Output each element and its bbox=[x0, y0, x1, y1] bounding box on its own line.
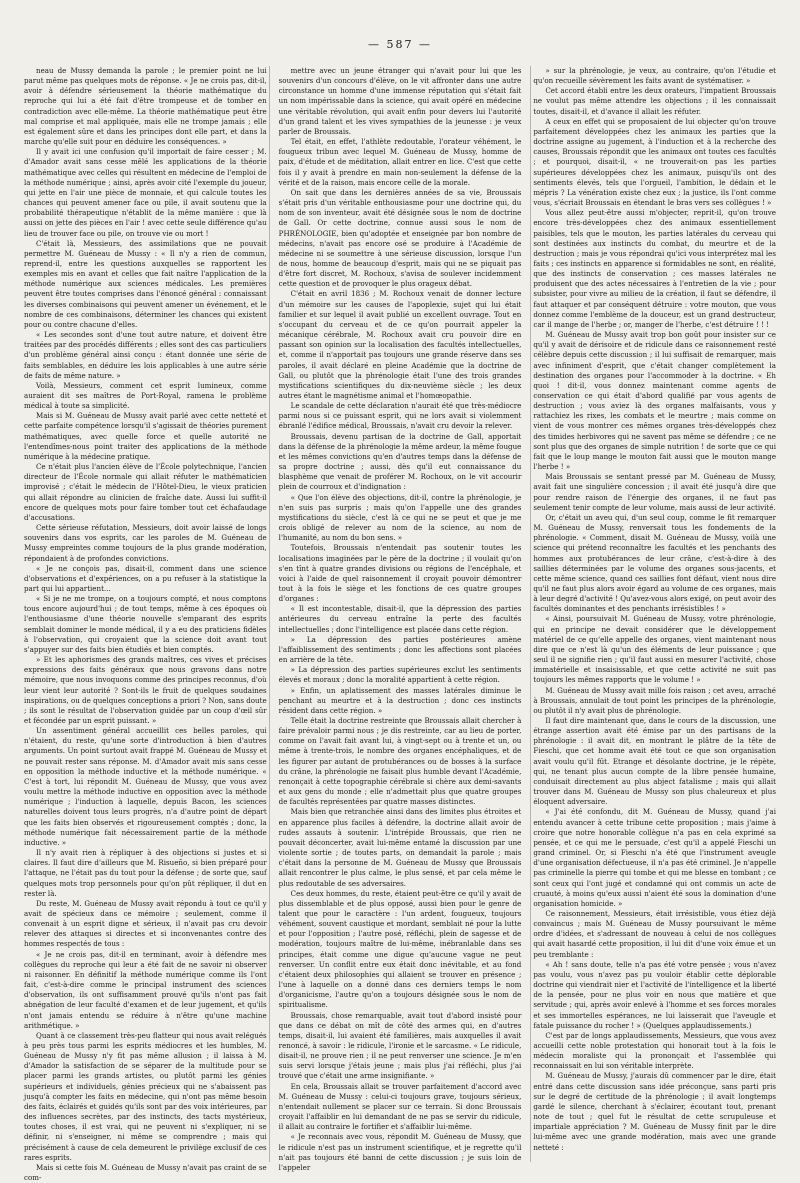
paragraph: Broussais, chose remarquable, avait tout d'abord insisté pour que dans ce débat on mît de côté des armes qui, en d'autres temps, disait-il, lui avaient été familières, mais auxquelles il avait renoncé, à savoir : le ridicule, l'ironie et le sarcasme. « Le ridicule, disait-il, ne prouve rien ; il ne peut renverser une science. Je m'en suis servi lorsque j'étais jeune ; mais plus j'ai réfléchi, plus j'ai trouvé que c'était une arme insignifiante. » bbox=[278, 1010, 522, 1081]
paragraph: neau de Mussy demanda la parole ; le premier point ne lui parut même pas quelques mots de réponse. « Je ne crois pas, dit-il, avoir à défendre sérieusement la théorie mathématique du reproche qui lui a été fait d'être trompeuse et de tomber en contradiction avec elle-même. La théorie mathématique peut être mal comprise et mal appliquée, mais elle ne trompe jamais ; elle est également sûre et dans les principes dont elle part, et dans la marche qu'elle suit pour en déduire les conséquences. » bbox=[24, 66, 267, 147]
paragraph: Cette sérieuse réfutation, Messieurs, doit avoir laissé de longs souvenirs dans vos esprits, car les paroles de M. Guéneau de Mussy empreintes comme toujours de la plus grande modération, répondaient à de profondes convictions. bbox=[24, 523, 267, 563]
paragraph: « Que l'on élève des objections, dit-il, contre la phrénologie, je n'en suis pas surpris ; mais qu'on l'appelle une des grandes mystifications du siècle, c'est là ce qui ne se peut et que je me crois obligé de relever au nom de la science, au nom de l'humanité, au nom du bon sens. » bbox=[278, 492, 522, 543]
column-left bbox=[24, 66, 267, 1183]
page-number: — 587 — bbox=[368, 38, 432, 51]
paragraph: Mais si cette fois M. Guéneau de Mussy n'avait pas craint de se com- bbox=[24, 1162, 267, 1183]
paragraph: Il n'y avait rien à répliquer à des objections si justes et si claires. Il faut dire d'ailleurs que M. Risueño, si bien préparé pour l'attaque, ne l'était pas du tout pour la défense ; de sorte que, sauf quelques mots trop personnels pour qu'on pût répliquer, il dut en rester là. bbox=[24, 848, 267, 898]
paragraph: Vous allez peut-être aussi m'objecter, reprit-il, qu'on trouve encore très-développées chez des animaux essentiellement paisibles, tels que le mouton, les parties latérales du cerveau qui sont destinées aux instincts du combat, du meurtre et de la destruction ; mais je vous répondrai qu'ici vous interprétez mal les faits ; ces instincts en apparence si formidables ne sont, en réalité, que des instincts de conservation ; ces masses latérales ne produisent que des actes nécessaires à l'entretien de la vie ; pour subsister, pour vivre au milieu de la création, il faut se défendre, il faut attaquer et par conséquent détruire : votre mouton, que vous donnez comme l'emblème de la douceur, est un grand destructeur, car il mange de l'herbe ; or, manger de l'herbe, c'est détruire ! ! ! bbox=[533, 208, 777, 329]
paragraph: Toutefois, Broussais n'entendait pas soutenir toutes les localisations imaginées par le père de la doctrine ; il voulait qu'on s'en tînt à quatre grandes divisions ou régions de l'encéphale, et voici à l'aide de quel raisonnement il croyait pouvoir démontrer tout à la fois le siège et les fonctions de ces quatre groupes d'organes : bbox=[278, 543, 522, 604]
paragraph: « Les secondes sont d'une tout autre nature, et doivent être traitées par des procédés différents ; elles sont des cas particuliers d'un problème général ainsi conçu : étant donnée une série de faits semblables, en déduire les lois applicables à une autre série de faits de même nature. » bbox=[24, 330, 267, 380]
paragraph: Quant à ce classement très-peu flatteur qui nous avait relégués à peu près tous parmi les esprits médiocres et les humbles, M. Guéneau de Mussy n'y fit pas même allusion ; il laissa à M. d'Amador la satisfaction de se séparer de la multitude pour se placer parmi les grands artistes, ou plutôt parmi les génies supérieurs et individuels, génies précieux qui ne s'abaissent pas jusqu'à compter les faits en médecine, qui n'ont pas même besoin des faits, éclairés et guidés qu'ils sont par des voix intérieures, par des influences secrètes, par des instincts, des tacts mystérieux, toutes choses, il est vrai, qui ne peuvent ni s'expliquer, ni se définir, ni s'enseigner, ni même se comprendre ; mais qui précisément à cause de cela demeurent le privilège exclusif de ces rares esprits. bbox=[24, 1030, 267, 1162]
paragraph: M. Guéneau de Mussy avait trop bon goût pour insister sur ce qu'il y avait de dérisoire et de ridicule dans ce raisonnement resté célèbre depuis cette discussion ; il lui suffisait de remarquer, mais avec infiniment d'esprit, que c'était changer complètement la destination des organes pour l'accommoder à la doctrine. « Eh quoi ! dit-il, vous donnez maintenant comme agents de conservation ce qui était d'abord qualifié par vous agents de destruction ; vous aviez là des organes malfaisants, vous y rattachiez les rixes, les combats et le meurtre ; mais comme on vient de vous montrer ces mêmes organes très-développés chez des timides herbivores qui ne savent pas même se défendre ; ce ne sont plus que des organes de simple nutrition ! de sorte que ce qui fait que le loup mange le mouton fait aussi que le mouton mange l'herbe ! » bbox=[533, 330, 777, 472]
paragraph: » Et les aphorismes des grands maîtres, ces vives et précises expressions des faits généraux que nous gravons dans notre mémoire, que nous invoquons comme des principes reconnus, d'où leur vient leur autorité ? Sont-ils le fruit de quelques soudaines inspirations, ou de quelques conceptions a priori ? Non, sans doute ; ils sont le résultat de l'observation guidée par un coup d'œil sûr et fécondée par un esprit puissant. » bbox=[24, 655, 267, 725]
text-columns bbox=[24, 66, 777, 1183]
paragraph: Ce raisonnement, Messieurs, était irrésistible, vous étiez déjà convaincus ; mais M. Guéneau de Mussy poursuivant le même ordre d'idées, et s'adressant de nouveau à celui de nos collègues qui avait hasardé cette proposition, il lui dit d'une voix émue et un peu tremblante : bbox=[533, 908, 777, 959]
paragraph: « Ah ! sans doute, telle n'a pas été votre pensée ; vous n'avez pas voulu, vous n'avez pas pu vouloir établir cette déplorable doctrine qui viendrait nier et l'activité de l'intelligence et la liberté de la pensée, pour ne plus voir en nous que matière et que servitude ; qui, après avoir enlevé à l'homme et ses forces morales et ses immortelles espérances, ne lui laisserait que l'aveugle et fatale puissance du rocher ! » (Quelques applaudissements.) bbox=[533, 959, 777, 1030]
paragraph: » La dépression des parties supérieures exclut les sentiments élevés et moraux ; donc la moralité appartient à cette région. bbox=[278, 665, 522, 685]
paragraph: « J'ai été confondu, dit M. Guéneau de Mussy, quand j'ai entendu avancer à cette tribune cette proposition ; mais j'aime à croire que notre honorable collègue n'a pas en cela exprimé sa pensée, et ce qui me le persuade, c'est qu'il a appelé Fieschi un grand criminel. Or, si Fieschi n'a été que l'instrument aveugle d'une organisation défectueuse, il n'a pas été criminel. Je n'appelle pas criminelle la pierre qui tombe et qui me blesse en tombant ; ce sont ceux qui l'ont jugé et condamné qui ont commis un acte de cruauté, à moins qu'eux aussi n'aient été sous la domination d'une organisation homicide. » bbox=[533, 807, 777, 908]
paragraph: Ces deux hommes, du reste, étaient peut-être ce qu'il y avait de plus dissemblable et de plus opposé, aussi bien pour le genre de talent que pour le caractère : l'un ardent, fougueux, toujours véhément, souvent caustique et mordant, semblait né pour la lutte et pour l'opposition ; l'autre posé, réfléchi, plein de sagesse et de modération, toujours maître de lui-même, inébranlable dans ses principes, était comme une digue qu'aucune vague ne peut renverser. Un conflit entre eux était donc inévitable, et au fond c'étaient deux philosophies qui allaient se trouver en présence ; l'une à laquelle on a donné dans ces derniers temps le nom d'organicisme, l'autre qu'on a toujours désignée sous le nom de spiritualisme. bbox=[278, 888, 522, 1010]
paragraph: Telle était la doctrine restreinte que Broussais allait chercher à faire prévaloir parmi nous ; je dis restreinte, car au lieu de porter, comme on l'avait fait avant lui, à vingt-sept ou à trente et un, ou même à trente-trois, le nombre des organes encéphaliques, et de les figurer par autant de protubérances ou de bosses à la surface du crâne, la phrénologie ne faisait plus humble devant l'Académie, renonçait à cette topographie cérébrale si chère aux demi-savants et aux gens du monde ; elle n'admettait plus que quatre groupes de facultés représentées par quatre masses distinctes. bbox=[278, 716, 522, 807]
paragraph: C'était en avril 1836 ; M. Rochoux venait de donner lecture d'un mémoire sur les causes de l'apoplexie, sujet qui lui était familier et sur lequel il avait publié un excellent ouvrage. Tout en s'occupant du cerveau et de ce qu'on pourrait appeler la mécanique cérébrale, M. Rochoux avait cru pouvoir dire en passant son opinion sur la localisation des facultés intellectuelles, et, comme il n'apportait pas toujours une grande réserve dans ses paroles, il avait déclaré en pleine Académie que la doctrine de Gall, ou plutôt que la phrénologie était l'une des trois grandes mystifications scientifiques du dix-neuvième siècle ; les deux autres étant le magnétisme animal et l'homœopathie. bbox=[278, 289, 522, 400]
paragraph: Ce n'était plus l'ancien élève de l'École polytechnique, l'ancien directeur de l'École normale qui allait réfuter le mathématicien improvisé ; c'était le médecin de l'Hôtel-Dieu, le vieux praticien qui allait répondre au clinicien de fraîche date. Aussi lui suffit-il encore de quelques mots pour faire tomber tout cet échafaudage d'accusations. bbox=[24, 462, 267, 522]
column-middle bbox=[278, 66, 522, 1172]
paragraph: » La dépression des parties postérieures amène l'affaiblissement des sentiments ; donc les affections sont placées en arrière de la tête. bbox=[278, 634, 522, 665]
paragraph: Du reste, M. Guéneau de Mussy avait répondu à tout ce qu'il y avait de spécieux dans ce mémoire ; seulement, comme il convenait à un esprit digne et sérieux, il n'avait pas cru devoir relever des attaques si directes et si inconvenantes contre des hommes respectés de tous : bbox=[24, 898, 267, 949]
paragraph: » Enfin, un aplatissement des masses latérales diminue le penchant au meurtre et à la destruction ; donc ces instincts résident dans cette région. » bbox=[278, 685, 522, 715]
paragraph: « Il est incontestable, disait-il, que la dépression des parties antérieures du cerveau entraîne la perte des facultés intellectuelles ; donc l'intelligence est placée dans cette région. bbox=[278, 604, 522, 634]
paragraph: mettre avec un jeune étranger qui n'avait pour lui que les souvenirs d'un concours d'élève, on le vit affronter dans une autre circonstance un homme d'une immense réputation qui s'était fait un nom impérissable dans la science, qui avait opéré en médecine une véritable révolution, qui avait enfin pour devers lui l'autorité d'un grand talent et les vives sympathies de la jeunesse : je veux parler de Broussais. bbox=[278, 66, 522, 136]
column-right bbox=[533, 66, 776, 1162]
paragraph: Or, c'était un aveu qui, d'un seul coup, comme le fit remarquer M. Guéneau de Mussy, renversait tous les fondements de la phrénologie. « Comment, disait M. Guéneau de Mussy, voilà une science qui prétend reconnaître les facultés et les penchants des hommes aux protubérances de leur crâne, c'est-à-dire à des saillies déterminées par le volume des organes sous-jacents, et cette même science, quand ces saillies font défaut, vient nous dire qu'il ne faut plus alors avoir égard au volume de ces organes, mais à leur degré d'activité ! Qu'avez-vous alors exigé, on peut avoir des facultés dominantes et des penchants irrésistibles ! » bbox=[533, 512, 777, 614]
paragraph: M. Guéneau de Mussy avait mille fois raison ; cet aveu, arraché à Broussais, annulait de tout point les principes de la phrénologie, ou plutôt il n'y avait plus de phrénologie. bbox=[533, 685, 777, 715]
paragraph: » sur la phrénologie, je veux, au contraire, qu'on l'étudie et qu'on recueille sévèrement les faits avant de systématiser. » bbox=[533, 66, 777, 86]
paragraph: M. Guéneau de Mussy, j'aurais dû commencer par le dire, était entré dans cette discussion sans idée préconçue, sans parti pris sur le degré de certitude de la phrénologie ; il avait longtemps gardé le silence, cherchant à s'éclairer, écoutant tout, prenant note de tout ; quel fut le résultat de cette scrupuleuse et impartiale appréciation ? M. Guéneau de Mussy finit par le dire lui-même avec une grande modération, mais avec une grande netteté : bbox=[533, 1071, 777, 1152]
paragraph: Mais si M. Guéneau de Mussy avait parlé avec cette netteté et cette parfaite compétence lorsqu'il s'agissait de théories purement mathématiques, avec quelle force et quelle autorité ne l'entendîmes-nous point traiter des applications de la méthode numérique à la médecine pratique. bbox=[24, 411, 267, 461]
paragraph: « Ainsi, poursuivait M. Guéneau de Mussy, votre phrénologie, qui en principe ne devait considérer que le développement matériel de ce qu'elle appelle des organes, vient maintenant nous dire que ce n'est là qu'un des éléments de leur puissance ; que seul il ne signifie rien ; qu'il faut aussi en mesurer l'activité, chose immatérielle et insaisissable, et que cette activité ne suit pas toujours les mêmes rapports que le volume ! » bbox=[533, 614, 777, 685]
paragraph: Cet accord établi entre les deux orateurs, l'impatient Broussais ne voulut pas même attendre les objections ; il les connaissait toutes, disait-il, et d'avance il allait les réfuter. bbox=[533, 86, 777, 116]
paragraph: Un assentiment général accueillit ces belles paroles, qui n'étaient, du reste, qu'une sorte d'introduction à bien d'autres arguments. Un point surtout avait frappé M. Guéneau de Mussy et ne pouvait rester sans réponse. M. d'Amador avait mis sans cesse en opposition la méthode inductive et la méthode numérique. « C'est à tort, lui répondit M. Guéneau de Mussy, que vous avez voulu mettre la méthode inductive en opposition avec la méthode numérique ; l'induction à laquelle, depuis Bacon, les sciences naturelles doivent tous leurs progrès, n'a d'autre point de départ que les faits bien observés et rigoureusement comptés ; donc, la méthode numérique fait nécessairement partie de la méthode inductive. » bbox=[24, 726, 267, 847]
paragraph: Tel était, en effet, l'athlète redoutable, l'orateur véhément, le fougueux tribun avec lequel M. Guéneau de Mussy, homme de paix, d'étude et de méditation, allait entrer en lice. C'est que cette fois il y avait à prendre en main non-seulement la défense de la vérité et de la raison, mais encore celle de la morale. bbox=[278, 137, 522, 187]
paragraph: Broussais, devenu partisan de la doctrine de Gall, apportait dans la défense de la phrénologie la même ardeur, la même fougue et les mêmes convictions qu'en d'autres temps dans la défense de sa propre doctrine ; aussi, dès qu'il eut connaissance du blasphème que venait de proférer M. Rochoux, on le vit accourir plein de courroux et d'indignation : bbox=[278, 431, 522, 492]
paragraph: C'est par de longs applaudissements, Messieurs, que vous avez accueilli cette noble protestation qui honorait tout à la fois le médecin moraliste qui la prononçait et l'assemblée qui reconnaissait en lui son véritable interprète. bbox=[533, 1030, 777, 1071]
paragraph: En cela, Broussais allait se trouver parfaitement d'accord avec M. Guéneau de Mussy : celui-ci toujours grave, toujours sérieux, n'entendait nullement se placer sur ce terrain. Si donc Broussais croyait l'affaiblir en lui demandant de ne pas se servir du ridicule, il allait au contraire le fortifier et s'affaiblir lui-même. bbox=[278, 1081, 522, 1132]
paragraph: Mais bien que retranchée ainsi dans des limites plus étroites et en apparence plus faciles à défendre, la doctrine allait avoir de rudes assauts à soutenir. L'intrépide Broussais, que rien ne pouvait déconcerter, avait lui-même entamé la discussion par une violente sortie ; de toutes parts, on demandait la parole ; mais c'était dans la personne de M. Guéneau de Mussy que Broussais allait rencontrer le plus calme, le plus sensé, et par cela même le plus redoutable de ses adversaires. bbox=[278, 807, 522, 888]
paragraph: On sait que dans les dernières années de sa vie, Broussais s'était pris d'un véritable enthousiasme pour une doctrine qui, du nom de son inventeur, avait été désignée sous le nom de doctrine de Gall. Or cette doctrine, connue aussi sous le nom de PHRÉNOLOGIE, bien qu'adoptée et enseignée par bon nombre de médecins, n'avait pas encore osé se produire à l'Académie de médecine ni se soumettre à une sérieuse discussion, lorsque l'un de nous, homme de beaucoup d'esprit, mais qui ne se piquait pas d'être fort discret, M. Rochoux, s'avisa de soulever incidemment cette question et de provoquer le plus orageux débat. bbox=[278, 187, 522, 289]
paragraph: « Je ne conçois pas, disait-il, comment dans une science d'observations et d'expériences, on a pu refuser à la statistique la part qui lui appartient... bbox=[24, 563, 267, 593]
paragraph: « Je ne crois pas, dit-il en terminant, avoir à défendre mes collègues du reproche qui leur a été fait de ne savoir ni observer ni raisonner. En définitif la méthode numérique comme ils l'ont fait, c'est-à-dire comme le principal instrument des sciences d'observation, ils ont suffisamment prouvé qu'ils n'ont pas fait abnégation de leur faculté d'examen et de leur jugement, et qu'ils n'ont jamais entendu se réduire à n'être qu'une machine arithmétique. » bbox=[24, 949, 267, 1030]
paragraph: Voilà, Messieurs, comment cet esprit lumineux, comme auraient dit ses maîtres de Port-Royal, ramena le problème médical à toute sa simplicité. bbox=[24, 380, 267, 411]
paragraph: Il y avait ici une confusion qu'il importait de faire cesser ; M. d'Amador avait sans cesse mêlé les applications de la théorie mathématique avec celles qui résultent en médecine de l'emploi de la méthode numérique ; ainsi, après avoir cité l'exemple du joueur, qui jette en l'air une pièce de monnaie, et qui calcule toutes les chances qui peuvent amener face ou pile, il avait soutenu que la probabilité thérapeutique n'établit de la même manière : que là aussi on jette des pièces en l'air ! avec cette seule différence qu'au lieu de trouver face ou pile, on trouve vie ou mort ! bbox=[24, 147, 267, 238]
paragraph: Il faut dire maintenant que, dans le cours de la discussion, une étrange assertion avait été émise par un des partisans de la phrénologie : il avait dit, en montrant le plâtre de la tête de Fieschi, que cet homme avait été tout ce que son organisation avait voulu qu'il fût. Etrange et désolante doctrine, je le répète, qui, ne tenant plus aucun compte de la libre pensée humaine, conduisait directement au plus abject fatalisme ; mais qui allait trouver dans M. Guéneau de Mussy son plus chaleureux et plus éloquent adversaire. bbox=[533, 716, 777, 807]
paragraph: A ceux en effet qui se proposaient de lui objecter qu'on trouve parfaitement développées chez les animaux les parties que la doctrine assigne au jugement, à l'induction et à la recherche des causes, Broussais répondit que les animaux ont toutes ces facultés ; et pourquoi, disait-il, « ne trouverait-on pas les parties supérieures développées chez les animaux, puisqu'ils ont des sentiments élevés, tels que l'orgueil, l'ambition, le dédain et le mépris ? La vénération existe chez eux ; la justice, ils l'ont comme vous, s'écriait Broussais en étendant le bras vers ses collègues ! » bbox=[533, 116, 777, 208]
paragraph: Le scandale de cette déclaration n'aurait été que très-médiocre parmi nous si ce puissant esprit, qui ne lors avait si violemment ébranlé l'édifice médical, Broussais, n'avait cru devoir la relever. bbox=[278, 401, 522, 431]
paragraph: « Je reconnais avec vous, répondit M. Guéneau de Mussy, que le ridicule n'est pas un instrument scientifique, et je regrette qu'il n'ait pas toujours été banni de cette discussion ; je suis loin de l'appeler bbox=[278, 1132, 522, 1172]
paragraph: « Si je ne me trompe, on a toujours compté, et nous comptons tous encore aujourd'hui ; de tout temps, même à ces époques où l'enthousiasme d'une théorie nouvelle s'emparant des esprits semblait dominer le monde médical, il y a eu des praticiens fidèles à l'observation, qui croyaient que la science doit avant tout s'appuyer sur des faits bien étudiés et bien comptés. bbox=[24, 594, 267, 654]
paragraph: C'était là, Messieurs, des assimilations que ne pouvait permettre M. Guéneau de Mussy : « Il n'y a rien de commun, reprend-il, entre les questions auxquelles se rapportent les exemples mis en avant et celles que fait naître l'application de la méthode numérique aux sciences médicales. Les premières peuvent être toutes comprises dans l'énoncé général : connaissant les diverses combinaisons qui peuvent amener un événement, et le nombre de ces combinaisons, déterminer les chances qui existent pour ou contre chacune d'elles. bbox=[24, 238, 267, 329]
paragraph: Mais Broussais se sentant pressé par M. Guéneau de Mussy, avait fait une singulière concession ; il avait été jusqu'à dire que pour rendre raison de l'énergie des organes, il ne faut pas seulement tenir compte de leur volume, mais aussi de leur activité. bbox=[533, 472, 777, 512]
